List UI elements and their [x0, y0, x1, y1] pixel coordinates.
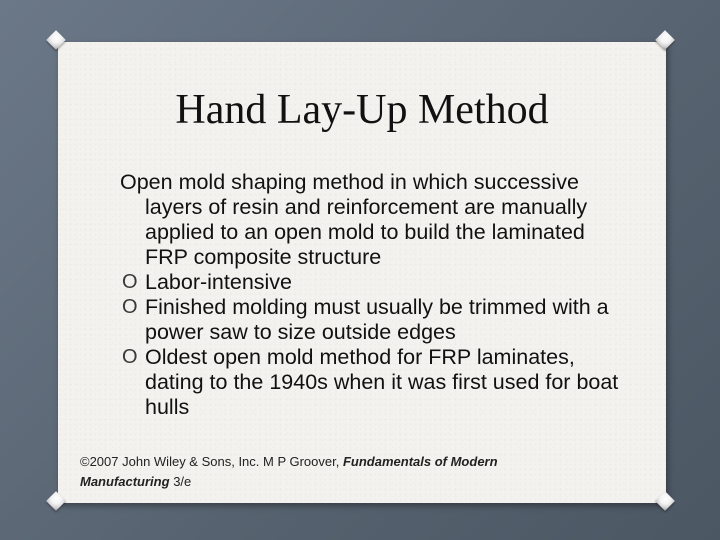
bullet-marker-icon: O: [122, 296, 138, 318]
bullet-list: [120, 270, 620, 420]
bullet-item: [120, 345, 620, 420]
bullet-text: Finished molding must usually be trimmed with a power saw to size outside edges: [145, 295, 609, 344]
footer-citation: [80, 452, 500, 492]
bullet-item: [120, 295, 620, 345]
slide-title: Hand Lay-Up Method: [175, 87, 549, 133]
bullet-text: Oldest open mold method for FRP laminates, dating to the 1940s when it was first used for boat hulls: [145, 345, 619, 419]
intro-paragraph: Open mold shaping method in which successive layers of resin and reinforcement are manually applied to an open mold to build the laminated FRP composite structure: [120, 170, 588, 269]
bullet-text: Labor-intensive: [145, 270, 293, 294]
bullet-marker-icon: O: [122, 271, 138, 293]
footer-book-title: Fundamentals of Modern Manufacturing: [80, 454, 498, 489]
bullet-marker-icon: O: [122, 346, 138, 368]
footer-edition: 3/e: [173, 474, 192, 489]
slide-body: [120, 170, 620, 420]
bullet-item: [120, 270, 620, 295]
footer-copyright: ©2007 John Wiley & Sons, Inc. M P Groover,: [80, 454, 340, 469]
